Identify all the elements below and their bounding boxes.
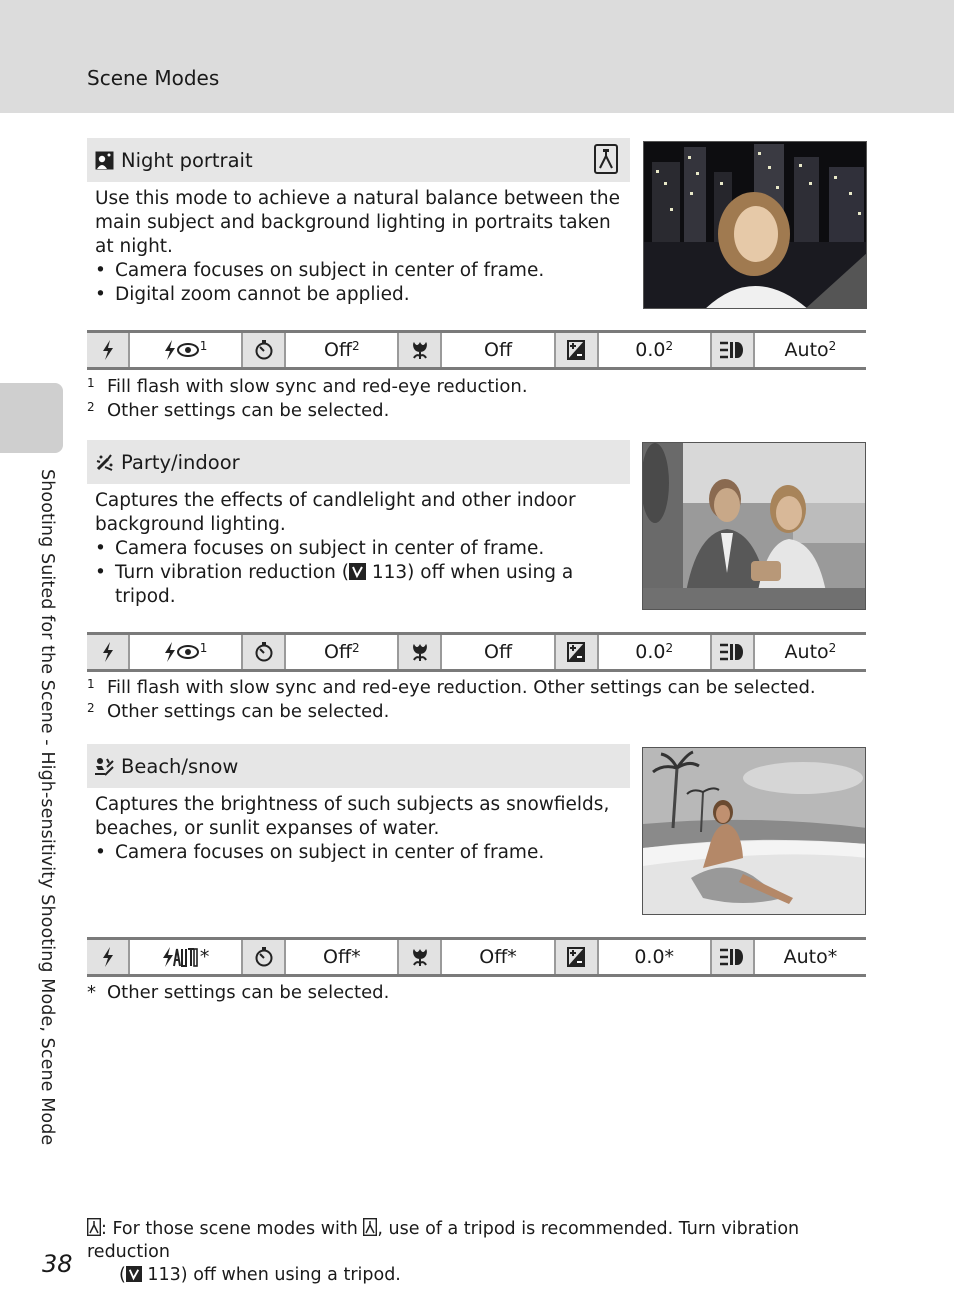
tripod-icon bbox=[594, 144, 618, 174]
exposure-value: 0.0 $^2$ bbox=[599, 333, 712, 367]
footnote: 1 Fill flash with slow sync and red-eye reduction. Other settings can be selected. bbox=[87, 677, 816, 698]
bullet-item: • Camera focuses on subject in center of frame. bbox=[95, 538, 545, 559]
bullet-item: • Digital zoom cannot be applied. bbox=[95, 284, 410, 305]
exposure-comp-icon bbox=[556, 333, 599, 367]
settings-row bbox=[87, 937, 866, 977]
self-timer-icon bbox=[243, 940, 286, 974]
macro-icon bbox=[399, 635, 442, 669]
mode-header-beach-snow bbox=[87, 744, 630, 788]
mode-title: Beach/snow bbox=[121, 754, 239, 778]
page-number: 38 bbox=[42, 1250, 73, 1278]
exposure-comp-icon bbox=[556, 635, 599, 669]
flash-value: 1 bbox=[130, 333, 243, 367]
footnote: 2 Other settings can be selected. bbox=[87, 701, 390, 722]
flash-icon bbox=[87, 940, 130, 974]
macro-value: Off* bbox=[442, 940, 555, 974]
self-timer-value: Off* bbox=[286, 940, 399, 974]
party-indoor-icon bbox=[95, 453, 114, 472]
exposure-comp-icon bbox=[556, 940, 599, 974]
mode-description bbox=[95, 489, 630, 609]
beach-snow-photo bbox=[642, 747, 866, 915]
description-text: Captures the brightness of such subjects as snowfields, beaches, or sunlit expanses of water. bbox=[95, 794, 610, 839]
mode-title: Party/indoor bbox=[121, 450, 240, 474]
beach-snow-icon bbox=[95, 757, 114, 776]
night-portrait-icon bbox=[95, 151, 114, 170]
vr-value: Auto $^2$ bbox=[784, 641, 837, 663]
tripod-icon bbox=[87, 1218, 101, 1236]
flash-auto-icon bbox=[162, 946, 198, 968]
settings-row bbox=[87, 632, 866, 672]
chapter-label: Shooting Suited for the Scene - High-sensitivity Shooting Mode, Scene Mode bbox=[37, 469, 57, 1146]
flash-value: * bbox=[130, 940, 243, 974]
vibration-reference-icon bbox=[349, 563, 366, 580]
header-band bbox=[0, 0, 954, 113]
macro-value: Off bbox=[442, 635, 555, 669]
tripod-icon bbox=[363, 1218, 377, 1236]
tripod-note: : For those scene modes with , use of a tripod is recommended. Turn vibration reduction ( 113) off when using a tripod. bbox=[87, 1219, 800, 1285]
self-timer-icon bbox=[243, 333, 286, 367]
self-timer-icon bbox=[243, 635, 286, 669]
bullet-item: • Camera focuses on subject in center of frame. bbox=[95, 260, 545, 281]
chapter-tab bbox=[0, 383, 63, 453]
flash-icon bbox=[87, 635, 130, 669]
mode-header-party-indoor bbox=[87, 440, 630, 484]
page-title: Scene Modes bbox=[87, 66, 220, 90]
macro-icon bbox=[399, 940, 442, 974]
flash-redeye-icon bbox=[164, 642, 200, 662]
footnote: 1 Fill flash with slow sync and red-eye reduction. bbox=[87, 376, 528, 397]
mode-header-night-portrait bbox=[87, 138, 630, 182]
mode-title: Night portrait bbox=[121, 148, 253, 172]
flash-icon bbox=[87, 333, 130, 367]
macro-value: Off bbox=[442, 333, 555, 367]
footnote: * Other settings can be selected. bbox=[87, 982, 390, 1003]
self-timer-value: Off $^2$ bbox=[286, 635, 399, 669]
self-timer-value: Off $^2$ bbox=[286, 333, 399, 367]
settings-row bbox=[87, 330, 866, 370]
vr-value: Auto* bbox=[783, 946, 838, 968]
description-text: Captures the effects of candlelight and other indoor background lighting. bbox=[95, 490, 576, 535]
vibration-reduction-icon bbox=[712, 635, 755, 669]
bullet-item: • Camera focuses on subject in center of frame. bbox=[95, 842, 545, 863]
description-text: Use this mode to achieve a natural balance between the main subject and background lighting in portraits taken at night. bbox=[95, 188, 621, 257]
vr-value: Auto $^2$ bbox=[784, 339, 837, 361]
vibration-reduction-icon bbox=[712, 333, 755, 367]
exposure-value: 0.0 $^2$ bbox=[599, 635, 712, 669]
vibration-reduction-icon bbox=[712, 940, 755, 974]
party-indoor-photo bbox=[642, 442, 866, 610]
flash-redeye-icon bbox=[164, 340, 200, 360]
exposure-value: 0.0* bbox=[599, 940, 712, 974]
macro-icon bbox=[399, 333, 442, 367]
footnote: 2 Other settings can be selected. bbox=[87, 400, 390, 421]
vibration-reference-icon bbox=[126, 1266, 142, 1282]
night-portrait-photo bbox=[643, 141, 867, 309]
bullet-item: • Turn vibration reduction ( 113) off when using a tripod. bbox=[95, 562, 574, 607]
mode-description bbox=[95, 187, 630, 307]
flash-value: 1 bbox=[130, 635, 243, 669]
mode-description bbox=[95, 793, 630, 865]
